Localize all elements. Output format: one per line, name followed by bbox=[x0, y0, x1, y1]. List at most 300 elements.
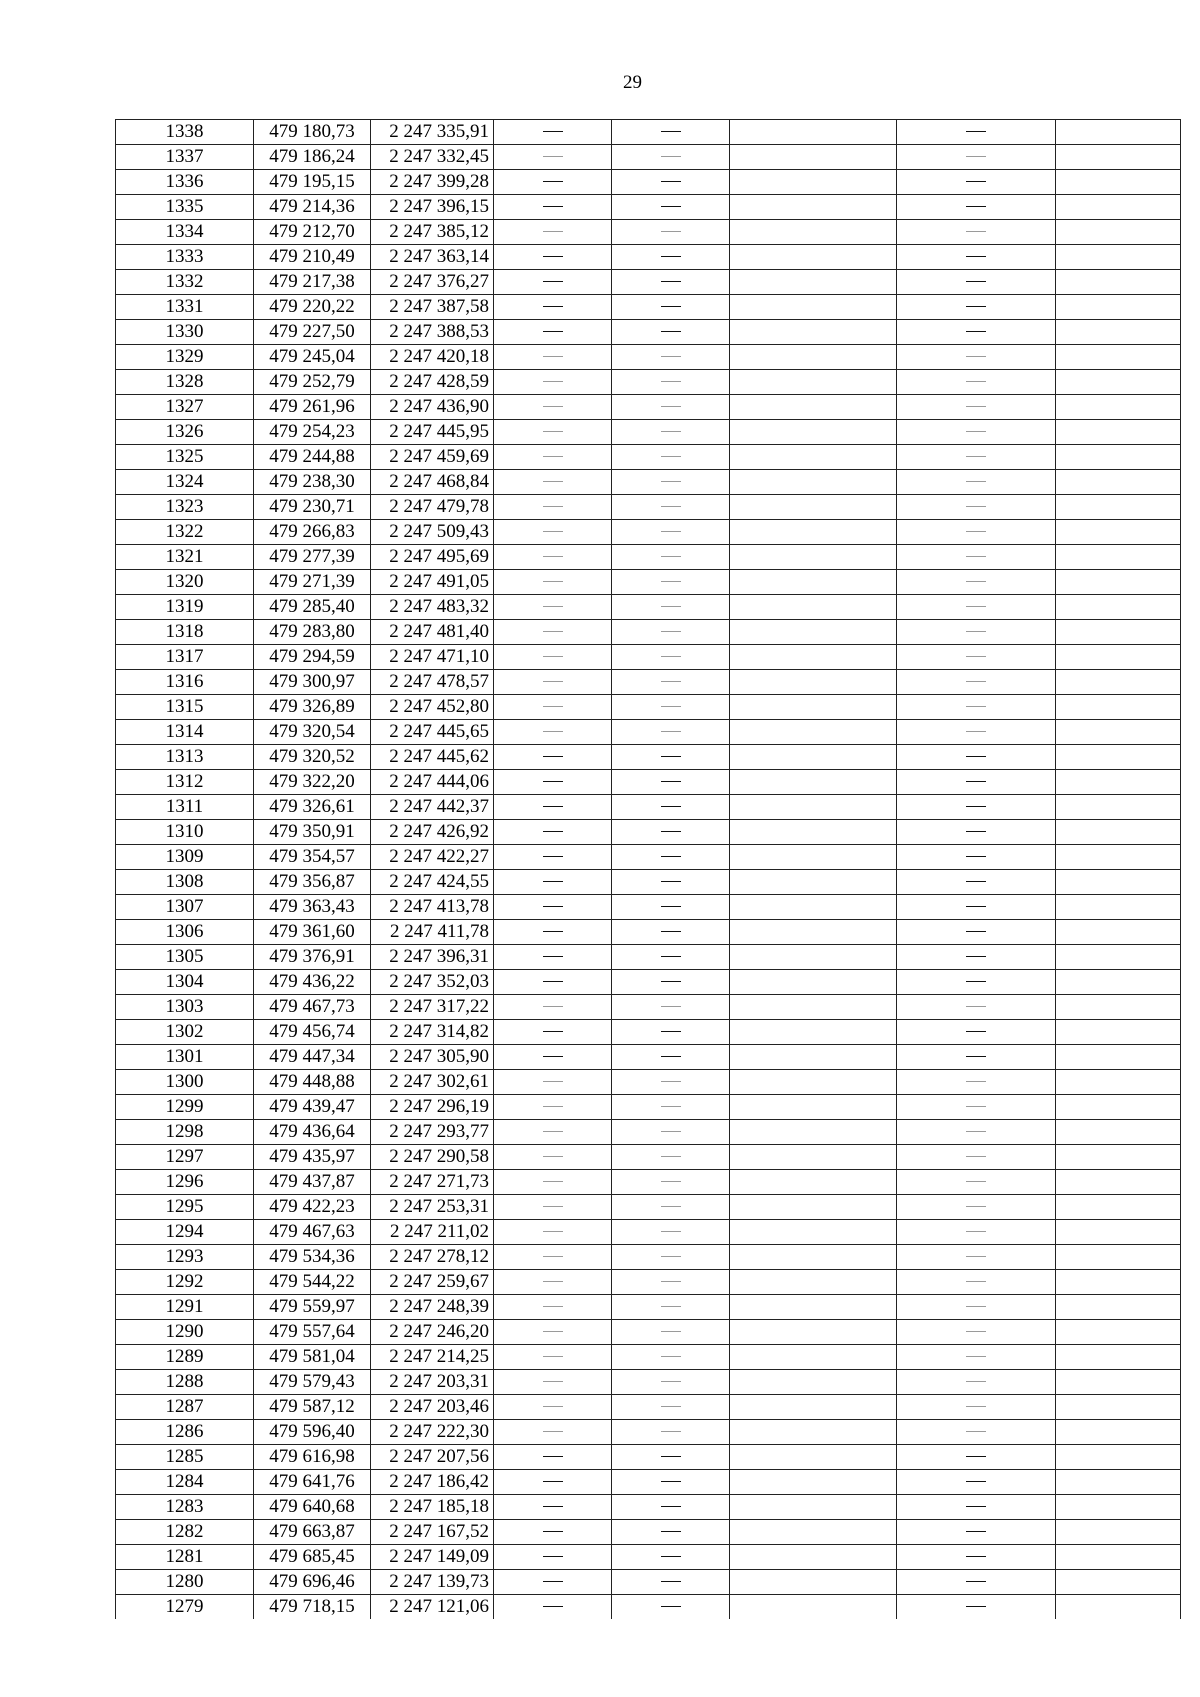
x-coordinate-cell: 479 696,46 bbox=[254, 1570, 371, 1595]
empty-cell bbox=[730, 770, 897, 795]
dash-mark bbox=[543, 1031, 563, 1032]
dash-mark bbox=[543, 1256, 563, 1257]
empty-cell bbox=[1056, 1095, 1181, 1120]
dash-mark bbox=[966, 181, 986, 182]
empty-cell bbox=[1056, 1270, 1181, 1295]
y-coordinate-cell: 2 247 509,43 bbox=[371, 520, 494, 545]
dash-cell bbox=[494, 1045, 612, 1070]
table-row bbox=[116, 395, 1181, 420]
dash-cell bbox=[897, 570, 1056, 595]
x-coordinate-cell: 479 326,61 bbox=[254, 795, 371, 820]
dash-mark bbox=[543, 756, 563, 757]
table-row bbox=[116, 1195, 1181, 1220]
dash-cell bbox=[494, 220, 612, 245]
dash-cell bbox=[494, 1220, 612, 1245]
empty-cell bbox=[730, 245, 897, 270]
dash-mark bbox=[543, 1281, 563, 1282]
point-number-cell: 1326 bbox=[116, 420, 254, 445]
empty-cell bbox=[730, 745, 897, 770]
dash-mark bbox=[966, 756, 986, 757]
empty-cell bbox=[1056, 1395, 1181, 1420]
table-row bbox=[116, 1145, 1181, 1170]
empty-cell bbox=[1056, 845, 1181, 870]
dash-mark bbox=[661, 531, 681, 532]
dash-mark bbox=[543, 956, 563, 957]
table-row bbox=[116, 1495, 1181, 1520]
dash-mark bbox=[661, 806, 681, 807]
x-coordinate-cell: 479 467,73 bbox=[254, 995, 371, 1020]
dash-mark bbox=[966, 1206, 986, 1207]
x-coordinate-cell: 479 186,24 bbox=[254, 145, 371, 170]
dash-mark bbox=[661, 556, 681, 557]
x-coordinate-cell: 479 579,43 bbox=[254, 1370, 371, 1395]
dash-mark bbox=[543, 306, 563, 307]
table-row bbox=[116, 295, 1181, 320]
y-coordinate-cell: 2 247 332,45 bbox=[371, 145, 494, 170]
empty-cell bbox=[730, 1345, 897, 1370]
y-coordinate-cell: 2 247 185,18 bbox=[371, 1495, 494, 1520]
dash-cell bbox=[897, 520, 1056, 545]
empty-cell bbox=[730, 320, 897, 345]
dash-cell bbox=[612, 945, 730, 970]
point-number-cell: 1287 bbox=[116, 1395, 254, 1420]
point-number-cell: 1325 bbox=[116, 445, 254, 470]
dash-cell bbox=[897, 995, 1056, 1020]
dash-mark bbox=[661, 706, 681, 707]
dash-cell bbox=[494, 570, 612, 595]
dash-cell bbox=[897, 1320, 1056, 1345]
dash-mark bbox=[661, 206, 681, 207]
y-coordinate-cell: 2 247 253,31 bbox=[371, 1195, 494, 1220]
dash-mark bbox=[966, 606, 986, 607]
dash-mark bbox=[966, 906, 986, 907]
dash-mark bbox=[966, 1231, 986, 1232]
dash-cell bbox=[897, 1170, 1056, 1195]
dash-cell bbox=[897, 820, 1056, 845]
dash-mark bbox=[966, 581, 986, 582]
y-coordinate-cell: 2 247 428,59 bbox=[371, 370, 494, 395]
point-number-cell: 1290 bbox=[116, 1320, 254, 1345]
dash-mark bbox=[543, 1406, 563, 1407]
dash-cell bbox=[612, 1220, 730, 1245]
y-coordinate-cell: 2 247 387,58 bbox=[371, 295, 494, 320]
dash-cell bbox=[897, 645, 1056, 670]
x-coordinate-cell: 479 363,43 bbox=[254, 895, 371, 920]
dash-cell bbox=[897, 420, 1056, 445]
dash-mark bbox=[543, 706, 563, 707]
y-coordinate-cell: 2 247 335,91 bbox=[371, 120, 494, 145]
table-row bbox=[116, 545, 1181, 570]
dash-mark bbox=[543, 356, 563, 357]
dash-cell bbox=[612, 195, 730, 220]
x-coordinate-cell: 479 320,52 bbox=[254, 745, 371, 770]
empty-cell bbox=[1056, 470, 1181, 495]
empty-cell bbox=[730, 695, 897, 720]
point-number-cell: 1299 bbox=[116, 1095, 254, 1120]
page-number: 29 bbox=[623, 72, 642, 93]
dash-mark bbox=[966, 481, 986, 482]
point-number-cell: 1317 bbox=[116, 645, 254, 670]
table-row bbox=[116, 1595, 1181, 1620]
dash-cell bbox=[494, 445, 612, 470]
table-row bbox=[116, 1020, 1181, 1045]
dash-mark bbox=[543, 781, 563, 782]
empty-cell bbox=[1056, 1245, 1181, 1270]
empty-cell bbox=[730, 420, 897, 445]
empty-cell bbox=[1056, 595, 1181, 620]
dash-cell bbox=[494, 520, 612, 545]
dash-cell bbox=[612, 670, 730, 695]
dash-cell bbox=[897, 845, 1056, 870]
dash-cell bbox=[897, 1195, 1056, 1220]
dash-mark bbox=[966, 256, 986, 257]
point-number-cell: 1301 bbox=[116, 1045, 254, 1070]
dash-mark bbox=[543, 556, 563, 557]
empty-cell bbox=[730, 1395, 897, 1420]
dash-mark bbox=[661, 1356, 681, 1357]
dash-mark bbox=[966, 206, 986, 207]
table-row bbox=[116, 1045, 1181, 1070]
x-coordinate-cell: 479 245,04 bbox=[254, 345, 371, 370]
y-coordinate-cell: 2 247 411,78 bbox=[371, 920, 494, 945]
y-coordinate-cell: 2 247 478,57 bbox=[371, 670, 494, 695]
point-number-cell: 1281 bbox=[116, 1545, 254, 1570]
dash-cell bbox=[897, 1520, 1056, 1545]
dash-cell bbox=[494, 645, 612, 670]
x-coordinate-cell: 479 230,71 bbox=[254, 495, 371, 520]
dash-cell bbox=[494, 1070, 612, 1095]
table-row bbox=[116, 1520, 1181, 1545]
dash-mark bbox=[543, 181, 563, 182]
dash-cell bbox=[494, 820, 612, 845]
dash-cell bbox=[897, 295, 1056, 320]
empty-cell bbox=[730, 620, 897, 645]
dash-mark bbox=[661, 1331, 681, 1332]
empty-cell bbox=[1056, 1195, 1181, 1220]
table-row bbox=[116, 1120, 1181, 1145]
table-row bbox=[116, 1570, 1181, 1595]
empty-cell bbox=[1056, 270, 1181, 295]
empty-cell bbox=[730, 1320, 897, 1345]
dash-cell bbox=[612, 1520, 730, 1545]
point-number-cell: 1336 bbox=[116, 170, 254, 195]
dash-cell bbox=[612, 895, 730, 920]
dash-cell bbox=[612, 395, 730, 420]
dash-cell bbox=[612, 870, 730, 895]
table-row bbox=[116, 145, 1181, 170]
empty-cell bbox=[1056, 295, 1181, 320]
dash-cell bbox=[612, 1270, 730, 1295]
dash-mark bbox=[966, 381, 986, 382]
empty-cell bbox=[730, 1445, 897, 1470]
y-coordinate-cell: 2 247 296,19 bbox=[371, 1095, 494, 1120]
table-row bbox=[116, 1170, 1181, 1195]
point-number-cell: 1332 bbox=[116, 270, 254, 295]
x-coordinate-cell: 479 266,83 bbox=[254, 520, 371, 545]
dash-cell bbox=[612, 770, 730, 795]
dash-mark bbox=[661, 731, 681, 732]
y-coordinate-cell: 2 247 207,56 bbox=[371, 1445, 494, 1470]
empty-cell bbox=[1056, 1570, 1181, 1595]
dash-mark bbox=[543, 681, 563, 682]
dash-cell bbox=[494, 395, 612, 420]
dash-mark bbox=[966, 1406, 986, 1407]
x-coordinate-cell: 479 544,22 bbox=[254, 1270, 371, 1295]
empty-cell bbox=[1056, 445, 1181, 470]
point-number-cell: 1319 bbox=[116, 595, 254, 620]
dash-cell bbox=[612, 445, 730, 470]
empty-cell bbox=[730, 270, 897, 295]
dash-mark bbox=[543, 1106, 563, 1107]
point-number-cell: 1284 bbox=[116, 1470, 254, 1495]
dash-cell bbox=[612, 595, 730, 620]
y-coordinate-cell: 2 247 203,46 bbox=[371, 1395, 494, 1420]
empty-cell bbox=[1056, 1495, 1181, 1520]
point-number-cell: 1309 bbox=[116, 845, 254, 870]
x-coordinate-cell: 479 320,54 bbox=[254, 720, 371, 745]
x-coordinate-cell: 479 244,88 bbox=[254, 445, 371, 470]
empty-cell bbox=[730, 945, 897, 970]
x-coordinate-cell: 479 300,97 bbox=[254, 670, 371, 695]
x-coordinate-cell: 479 436,64 bbox=[254, 1120, 371, 1145]
empty-cell bbox=[730, 1045, 897, 1070]
dash-mark bbox=[661, 506, 681, 507]
dash-mark bbox=[661, 1006, 681, 1007]
dash-mark bbox=[543, 1381, 563, 1382]
dash-cell bbox=[612, 1145, 730, 1170]
dash-cell bbox=[494, 1095, 612, 1120]
empty-cell bbox=[730, 545, 897, 570]
dash-mark bbox=[543, 1006, 563, 1007]
dash-cell bbox=[494, 1270, 612, 1295]
dash-mark bbox=[661, 456, 681, 457]
table-row bbox=[116, 1370, 1181, 1395]
x-coordinate-cell: 479 322,20 bbox=[254, 770, 371, 795]
empty-cell bbox=[1056, 320, 1181, 345]
table-row bbox=[116, 1295, 1181, 1320]
dash-mark bbox=[966, 1031, 986, 1032]
dash-cell bbox=[612, 1370, 730, 1395]
dash-cell bbox=[494, 420, 612, 445]
dash-cell bbox=[494, 1595, 612, 1620]
dash-cell bbox=[494, 145, 612, 170]
y-coordinate-cell: 2 247 246,20 bbox=[371, 1320, 494, 1345]
table-row bbox=[116, 345, 1181, 370]
table-row bbox=[116, 920, 1181, 945]
dash-cell bbox=[494, 1295, 612, 1320]
dash-cell bbox=[612, 1470, 730, 1495]
dash-mark bbox=[543, 231, 563, 232]
dash-cell bbox=[897, 1420, 1056, 1445]
dash-mark bbox=[966, 131, 986, 132]
dash-mark bbox=[966, 431, 986, 432]
y-coordinate-cell: 2 247 314,82 bbox=[371, 1020, 494, 1045]
dash-mark bbox=[543, 581, 563, 582]
dash-mark bbox=[543, 1156, 563, 1157]
dash-mark bbox=[966, 631, 986, 632]
dash-cell bbox=[897, 470, 1056, 495]
dash-cell bbox=[494, 1470, 612, 1495]
dash-cell bbox=[897, 1295, 1056, 1320]
empty-cell bbox=[1056, 220, 1181, 245]
x-coordinate-cell: 479 467,63 bbox=[254, 1220, 371, 1245]
dash-mark bbox=[661, 1056, 681, 1057]
dash-cell bbox=[612, 170, 730, 195]
x-coordinate-cell: 479 448,88 bbox=[254, 1070, 371, 1095]
point-number-cell: 1316 bbox=[116, 670, 254, 695]
empty-cell bbox=[730, 1570, 897, 1595]
point-number-cell: 1285 bbox=[116, 1445, 254, 1470]
empty-cell bbox=[1056, 820, 1181, 845]
dash-mark bbox=[966, 981, 986, 982]
dash-cell bbox=[494, 745, 612, 770]
y-coordinate-cell: 2 247 211,02 bbox=[371, 1220, 494, 1245]
x-coordinate-cell: 479 534,36 bbox=[254, 1245, 371, 1270]
dash-mark bbox=[966, 781, 986, 782]
dash-cell bbox=[494, 920, 612, 945]
y-coordinate-cell: 2 247 352,03 bbox=[371, 970, 494, 995]
empty-cell bbox=[1056, 995, 1181, 1020]
point-number-cell: 1306 bbox=[116, 920, 254, 945]
dash-cell bbox=[494, 970, 612, 995]
dash-cell bbox=[612, 520, 730, 545]
table-row bbox=[116, 1445, 1181, 1470]
dash-mark bbox=[661, 1156, 681, 1157]
dash-mark bbox=[661, 606, 681, 607]
dash-cell bbox=[897, 895, 1056, 920]
dash-cell bbox=[897, 245, 1056, 270]
x-coordinate-cell: 479 227,50 bbox=[254, 320, 371, 345]
y-coordinate-cell: 2 247 149,09 bbox=[371, 1545, 494, 1570]
empty-cell bbox=[1056, 770, 1181, 795]
dash-cell bbox=[494, 620, 612, 645]
dash-cell bbox=[494, 945, 612, 970]
empty-cell bbox=[1056, 145, 1181, 170]
dash-mark bbox=[966, 331, 986, 332]
dash-mark bbox=[543, 1456, 563, 1457]
y-coordinate-cell: 2 247 396,31 bbox=[371, 945, 494, 970]
point-number-cell: 1297 bbox=[116, 1145, 254, 1170]
dash-cell bbox=[494, 845, 612, 870]
point-number-cell: 1279 bbox=[116, 1595, 254, 1620]
dash-mark bbox=[661, 956, 681, 957]
dash-cell bbox=[494, 1395, 612, 1420]
dash-mark bbox=[661, 581, 681, 582]
x-coordinate-cell: 479 663,87 bbox=[254, 1520, 371, 1545]
dash-cell bbox=[494, 595, 612, 620]
dash-cell bbox=[897, 1220, 1056, 1245]
dash-mark bbox=[661, 1431, 681, 1432]
y-coordinate-cell: 2 247 399,28 bbox=[371, 170, 494, 195]
dash-mark bbox=[966, 1256, 986, 1257]
dash-cell bbox=[494, 170, 612, 195]
dash-mark bbox=[661, 306, 681, 307]
point-number-cell: 1315 bbox=[116, 695, 254, 720]
point-number-cell: 1304 bbox=[116, 970, 254, 995]
empty-cell bbox=[730, 1520, 897, 1545]
table-row bbox=[116, 770, 1181, 795]
dash-mark bbox=[543, 1131, 563, 1132]
dash-cell bbox=[494, 1445, 612, 1470]
dash-mark bbox=[661, 356, 681, 357]
dash-mark bbox=[543, 1081, 563, 1082]
empty-cell bbox=[1056, 495, 1181, 520]
y-coordinate-cell: 2 247 483,32 bbox=[371, 595, 494, 620]
point-number-cell: 1334 bbox=[116, 220, 254, 245]
empty-cell bbox=[1056, 520, 1181, 545]
dash-cell bbox=[494, 895, 612, 920]
y-coordinate-cell: 2 247 271,73 bbox=[371, 1170, 494, 1195]
dash-mark bbox=[966, 1531, 986, 1532]
x-coordinate-cell: 479 587,12 bbox=[254, 1395, 371, 1420]
dash-cell bbox=[897, 320, 1056, 345]
dash-mark bbox=[661, 1281, 681, 1282]
x-coordinate-cell: 479 559,97 bbox=[254, 1295, 371, 1320]
table-row bbox=[116, 970, 1181, 995]
point-number-cell: 1303 bbox=[116, 995, 254, 1020]
point-number-cell: 1331 bbox=[116, 295, 254, 320]
x-coordinate-cell: 479 180,73 bbox=[254, 120, 371, 145]
point-number-cell: 1320 bbox=[116, 570, 254, 595]
dash-mark bbox=[661, 1406, 681, 1407]
x-coordinate-cell: 479 557,64 bbox=[254, 1320, 371, 1345]
dash-cell bbox=[494, 1420, 612, 1445]
empty-cell bbox=[730, 595, 897, 620]
x-coordinate-cell: 479 326,89 bbox=[254, 695, 371, 720]
dash-mark bbox=[543, 1306, 563, 1307]
y-coordinate-cell: 2 247 445,62 bbox=[371, 745, 494, 770]
dash-mark bbox=[966, 1306, 986, 1307]
dash-cell bbox=[612, 620, 730, 645]
dash-mark bbox=[543, 1481, 563, 1482]
dash-mark bbox=[543, 831, 563, 832]
dash-cell bbox=[612, 1395, 730, 1420]
dash-cell bbox=[612, 1320, 730, 1345]
dash-cell bbox=[612, 645, 730, 670]
dash-cell bbox=[494, 1545, 612, 1570]
table-row bbox=[116, 320, 1181, 345]
y-coordinate-cell: 2 247 452,80 bbox=[371, 695, 494, 720]
empty-cell bbox=[1056, 570, 1181, 595]
dash-mark bbox=[543, 481, 563, 482]
empty-cell bbox=[730, 495, 897, 520]
dash-cell bbox=[612, 370, 730, 395]
y-coordinate-cell: 2 247 214,25 bbox=[371, 1345, 494, 1370]
table-row bbox=[116, 570, 1181, 595]
dash-cell bbox=[494, 295, 612, 320]
y-coordinate-cell: 2 247 479,78 bbox=[371, 495, 494, 520]
dash-mark bbox=[543, 281, 563, 282]
table-row bbox=[116, 895, 1181, 920]
y-coordinate-cell: 2 247 445,95 bbox=[371, 420, 494, 445]
y-coordinate-cell: 2 247 376,27 bbox=[371, 270, 494, 295]
dash-mark bbox=[543, 331, 563, 332]
dash-mark bbox=[543, 806, 563, 807]
point-number-cell: 1288 bbox=[116, 1370, 254, 1395]
dash-mark bbox=[661, 656, 681, 657]
dash-mark bbox=[543, 731, 563, 732]
empty-cell bbox=[1056, 670, 1181, 695]
x-coordinate-cell: 479 718,15 bbox=[254, 1595, 371, 1620]
dash-mark bbox=[661, 856, 681, 857]
y-coordinate-cell: 2 247 388,53 bbox=[371, 320, 494, 345]
empty-cell bbox=[1056, 1445, 1181, 1470]
empty-cell bbox=[730, 795, 897, 820]
point-number-cell: 1282 bbox=[116, 1520, 254, 1545]
dash-cell bbox=[897, 1020, 1056, 1045]
y-coordinate-cell: 2 247 495,69 bbox=[371, 545, 494, 570]
dash-mark bbox=[966, 881, 986, 882]
